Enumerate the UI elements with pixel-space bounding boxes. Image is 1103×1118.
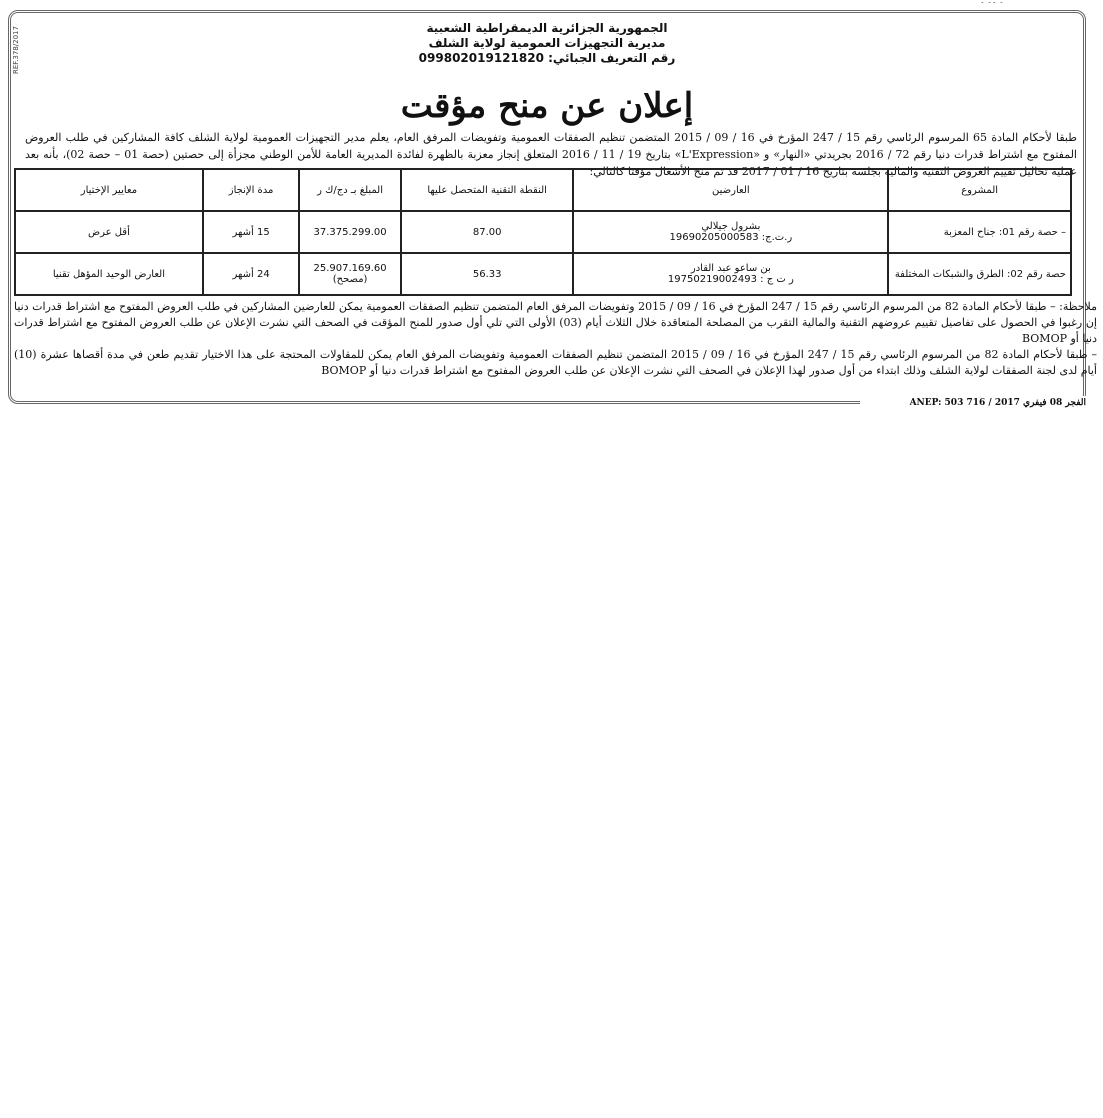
row-duration: 15 أشهر <box>203 211 299 253</box>
awards-table <box>14 168 1072 296</box>
col-criteria: معايير الإختيار <box>15 169 203 211</box>
announcement-title: إعلان عن منح مؤقت <box>400 86 694 126</box>
amount-value: 37.375.299.00 <box>313 226 387 238</box>
col-score: النقطة التقنية المتحصل عليها <box>401 169 574 211</box>
footer-date: 08 فيفري 2017 <box>994 398 1063 408</box>
row-bidder <box>573 253 888 295</box>
bidder-id: ر.ت.ج: 19690205000583 <box>669 232 793 243</box>
header-tax-id: رقم التعريف الجبائي: 099802019121820 <box>418 51 676 65</box>
row-bidder <box>573 211 888 253</box>
bidder-name: بن ساعو عبد القادر <box>690 263 771 274</box>
bidder-name: بشرول جيلالي <box>701 221 761 232</box>
row-amount <box>299 253 401 295</box>
intro-paragraph: طبقا لأحكام المادة 65 المرسوم الرئاسي رقم 15 / 247 المؤرخ في 16 / 09 / 2015 المتضمن تنظيم الصفقات العمومية وتفويضات المرفق العام، يعلم مدير التجهيزات العمومية لولاية الشلف كافة المشاركين في طلب العروض المفتوح مع اشتراط قدرات دنيا رقم 72 / 2016 بجريدتي «النهار» و «L'Expression» بتاريخ 19 / 11 / 2016 المتعلق إنجاز معزبة بالظهرة لفائدة المديرية العامة للأمن الوطني مجزأة إلى حصتين (حصة 01 – حصة 02)، بأنه بعد عملية تحاليل تقييم العروض التقنية والمالية بجلسة بتاريخ 16 / 01 / 2017 قد تم منح الأشغال مؤقتا كالتالي: <box>25 131 1078 178</box>
header-directorate: مديرية التجهيزات العمومية لولاية الشلف <box>428 36 666 50</box>
amount-note: (مصحح) <box>332 274 368 285</box>
table-row <box>15 253 1071 295</box>
amount-value: 25.907.169.60 <box>313 263 387 274</box>
note-paragraph-1: ملاحظة: – طبقا لأحكام المادة 82 من المرسوم الرئاسي رقم 15 / 247 المؤرخ في 16 / 09 / 2015 وتفويضات المرفق العام المتضمن تنظيم الصفقات العمومية يمكن للعارضين المشاركين في طلب العروض المفتوح مع اشتراط قدرات دنيا إن رغبوا في الحصول على تفاصيل تقييم عروضهم التقنية والمالية التقرب من المصلحة المتعاقدة خلال الثلاث أيام (03) الأولى التي تلي أول صدور للمنح المؤقت في الصحف التي نشرت الإعلان عن طلب العروض المفتوح مع اشتراط قدرات دنيا أو BOMOP <box>14 300 1097 345</box>
publication-footer: الفجر 08 فيفري 2017 / ANEP: 503 716 <box>860 396 1086 410</box>
row-score: 87.00 <box>401 211 574 253</box>
col-bidders: العارضين <box>573 169 888 211</box>
top-margin-mark: ۔ ۔۔ ۔ <box>980 0 1004 5</box>
row-amount <box>299 211 401 253</box>
side-reference: REF.378/2017 <box>12 26 20 74</box>
row-criteria: أقل عرض <box>15 211 203 253</box>
row-project: – حصة رقم 01: جناح المعزبة <box>888 211 1071 253</box>
notes-section <box>14 299 1097 379</box>
footer-anep: ANEP: 503 716 <box>909 398 986 408</box>
row-criteria: العارض الوحيد المؤهل تقنيا <box>15 253 203 295</box>
table-header-row <box>15 169 1071 211</box>
row-project: حصة رقم 02: الطرق والشبكات المختلفة <box>888 253 1071 295</box>
note-paragraph-2: – طبقا لأحكام المادة 82 من المرسوم الرئاسي رقم 15 / 247 المؤرخ في 16 / 09 / 2015 المتضمن تنظيم الصفقات العمومية وتفويضات المرفق العام يمكن للمقاولات المحتجة على هذا الاختيار تقديم طعن في مدة أقصاها عشرة (10) أيام لدى لجنة الصفقات لولاية الشلف وذلك ابتداء من أول صدور لهذا الإعلان في الصحف التي نشرت الإعلان عن طلب العروض المفتوح مع اشتراط قدرات دنيا أو BOMOP <box>14 348 1098 377</box>
table-row <box>15 211 1071 253</box>
issuer-header <box>11 21 1083 66</box>
bidder-id: ر ت ج : 19750219002493 <box>667 274 794 285</box>
footer-publication: الفجر <box>1065 398 1086 408</box>
row-score: 56.33 <box>401 253 574 295</box>
col-amount: المبلغ بـ دج/ك ر <box>299 169 401 211</box>
col-project: المشروع <box>888 169 1071 211</box>
row-duration: 24 أشهر <box>203 253 299 295</box>
col-duration: مدة الإنجاز <box>203 169 299 211</box>
header-republic: الجمهورية الجزائرية الديمقراطية الشعبية <box>426 21 668 35</box>
